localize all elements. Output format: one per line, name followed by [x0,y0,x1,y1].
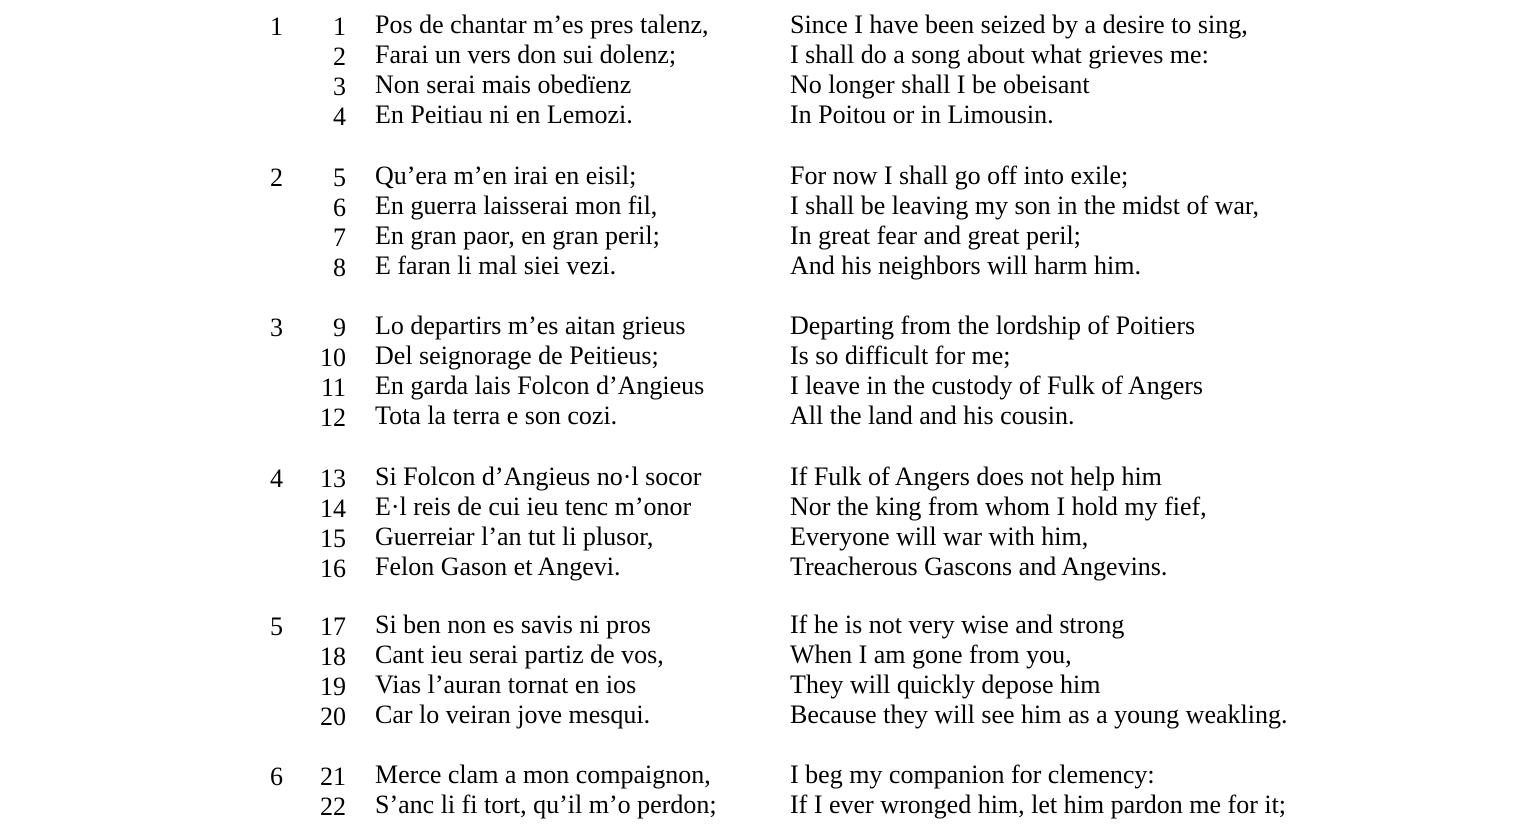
verse-line [0,191,1536,221]
verse-line [0,790,1536,820]
verse-line [0,10,1536,40]
line-number: 15 [320,524,346,553]
stanza-number: 1 [270,12,283,41]
verse-line [0,492,1536,522]
stanza [0,10,1536,130]
stanza [0,462,1536,582]
occitan-verse: En guerra laisserai mon fil, [375,191,658,220]
occitan-verse: En garda lais Folcon d’Angieus [375,371,705,400]
occitan-verse: Lo departirs m’es aitan grieus [375,311,686,340]
verse-line [0,70,1536,100]
english-translation: If I ever wronged him, let him pardon me for it; [790,790,1287,819]
occitan-verse: E faran li mal siei vezi. [375,251,617,280]
occitan-verse: En Peitiau ni en Lemozi. [375,100,633,129]
english-translation: I leave in the custody of Fulk of Angers [790,371,1204,400]
english-translation: Everyone will war with him, [790,522,1089,551]
english-translation: They will quickly depose him [790,670,1101,699]
occitan-verse: Non serai mais obedïenz [375,70,632,99]
verse-line [0,40,1536,70]
english-translation: In great fear and great peril; [790,221,1081,250]
line-number: 21 [320,762,346,791]
line-number: 2 [333,42,346,71]
occitan-verse: Felon Gason et Angevi. [375,552,621,581]
stanza-number: 5 [270,612,283,641]
line-number: 12 [320,403,346,432]
english-translation: Treacherous Gascons and Angevins. [790,552,1168,581]
verse-line [0,610,1536,640]
verse-line [0,522,1536,552]
occitan-verse: S’anc li fi tort, qu’il m’o perdon; [375,790,717,819]
line-number: 7 [333,223,346,252]
line-number: 18 [320,642,346,671]
occitan-verse: Tota la terra e son cozi. [375,401,618,430]
line-number: 6 [333,193,346,222]
english-translation: All the land and his cousin. [790,401,1075,430]
line-number: 22 [320,792,346,821]
occitan-verse: E·l reis de cui ieu tenc m’onor [375,492,692,521]
stanza-number: 4 [270,464,283,493]
stanza [0,610,1536,730]
stanza-number: 2 [270,163,283,192]
occitan-verse: Guerreiar l’an tut li plusor, [375,522,654,551]
verse-line [0,341,1536,371]
verse-line [0,700,1536,730]
verse-line [0,251,1536,281]
line-number: 9 [333,313,346,342]
occitan-verse: Si ben non es savis ni pros [375,610,651,639]
line-number: 3 [333,72,346,101]
occitan-verse: Cant ieu serai partiz de vos, [375,640,664,669]
line-number: 1 [333,12,346,41]
verse-line [0,221,1536,251]
verse-line [0,552,1536,582]
line-number: 20 [320,702,346,731]
english-translation: No longer shall I be obeisant [790,70,1090,99]
english-translation: In Poitou or in Limousin. [790,100,1054,129]
line-number: 11 [320,373,346,402]
occitan-verse: En gran paor, en gran peril; [375,221,660,250]
english-translation: And his neighbors will harm him. [790,251,1141,280]
line-number: 10 [320,343,346,372]
verse-line [0,371,1536,401]
english-translation: If Fulk of Angers does not help him [790,462,1162,491]
english-translation: When I am gone from you, [790,640,1072,669]
english-translation: I shall be leaving my son in the midst of war, [790,191,1260,220]
occitan-verse: Farai un vers don sui dolenz; [375,40,677,69]
verse-line [0,100,1536,130]
line-number: 13 [320,464,346,493]
stanza-number: 3 [270,313,283,342]
stanza-number: 6 [270,762,283,791]
occitan-verse: Del seignorage de Peitieus; [375,341,659,370]
stanza [0,311,1536,431]
stanza [0,161,1536,281]
english-translation: I shall do a song about what grieves me: [790,40,1209,69]
line-number: 4 [333,102,346,131]
verse-line [0,311,1536,341]
english-translation: Since I have been seized by a desire to sing, [790,10,1248,39]
english-translation: Nor the king from whom I hold my fief, [790,492,1207,521]
stanza [0,760,1536,820]
english-translation: Because they will see him as a young weakling. [790,700,1288,729]
line-number: 14 [320,494,346,523]
occitan-verse: Qu’era m’en irai en eisil; [375,161,637,190]
verse-line [0,462,1536,492]
english-translation: Is so difficult for me; [790,341,1011,370]
occitan-verse: Car lo veiran jove mesqui. [375,700,651,729]
line-number: 19 [320,672,346,701]
line-number: 5 [333,163,346,192]
english-translation: If he is not very wise and strong [790,610,1125,639]
line-number: 16 [320,554,346,583]
verse-line [0,760,1536,790]
verse-line [0,640,1536,670]
verse-line [0,401,1536,431]
verse-line [0,670,1536,700]
line-number: 17 [320,612,346,641]
english-translation: Departing from the lordship of Poitiers [790,311,1196,340]
verse-line [0,161,1536,191]
occitan-verse: Vias l’auran tornat en ios [375,670,637,699]
occitan-verse: Pos de chantar m’es pres talenz, [375,10,709,39]
english-translation: For now I shall go off into exile; [790,161,1129,190]
english-translation: I beg my companion for clemency: [790,760,1155,789]
occitan-verse: Si Folcon d’Angieus no·l socor [375,462,702,491]
line-number: 8 [333,253,346,282]
occitan-verse: Merce clam a mon compaignon, [375,760,711,789]
